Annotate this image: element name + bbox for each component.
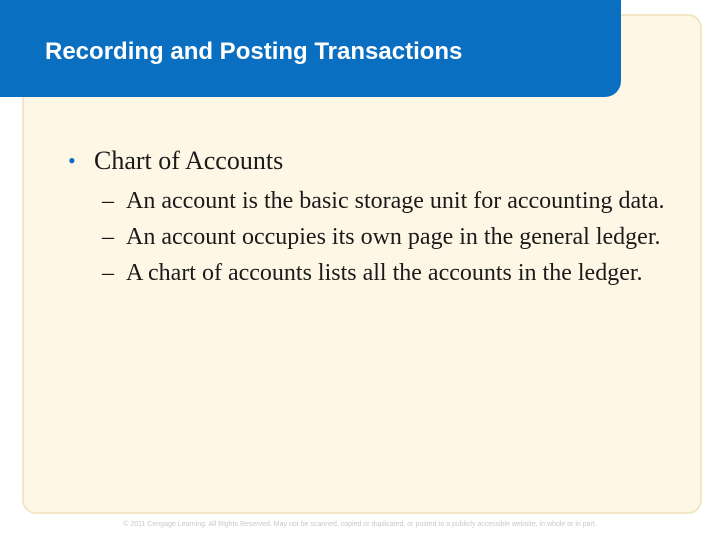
title-bar (0, 0, 621, 97)
slide-content (68, 145, 678, 293)
sub-bullet-item (102, 257, 678, 289)
dash-marker: – (102, 188, 114, 214)
slide-title: Recording and Posting Transactions (45, 38, 463, 65)
sub-bullet-item (102, 185, 678, 217)
dash-marker: – (102, 224, 114, 250)
main-bullet-text: Chart of Accounts (94, 146, 284, 175)
sub-bullet-text: A chart of accounts lists all the accounts in the ledger. (126, 260, 643, 286)
sub-bullet-item (102, 221, 678, 253)
copyright-footer: © 2011 Cengage Learning. All Rights Reserved. May not be scanned, copied or duplicated, or posted to a publicly accessible website, in whole or in part. (123, 521, 597, 528)
sub-bullet-text: An account is the basic storage unit for accounting data. (126, 188, 665, 214)
sub-bullet-list (68, 185, 678, 289)
bullet-marker: • (68, 148, 76, 173)
dash-marker: – (102, 260, 114, 286)
sub-bullet-text: An account occupies its own page in the general ledger. (126, 224, 661, 250)
main-bullet (68, 145, 678, 177)
